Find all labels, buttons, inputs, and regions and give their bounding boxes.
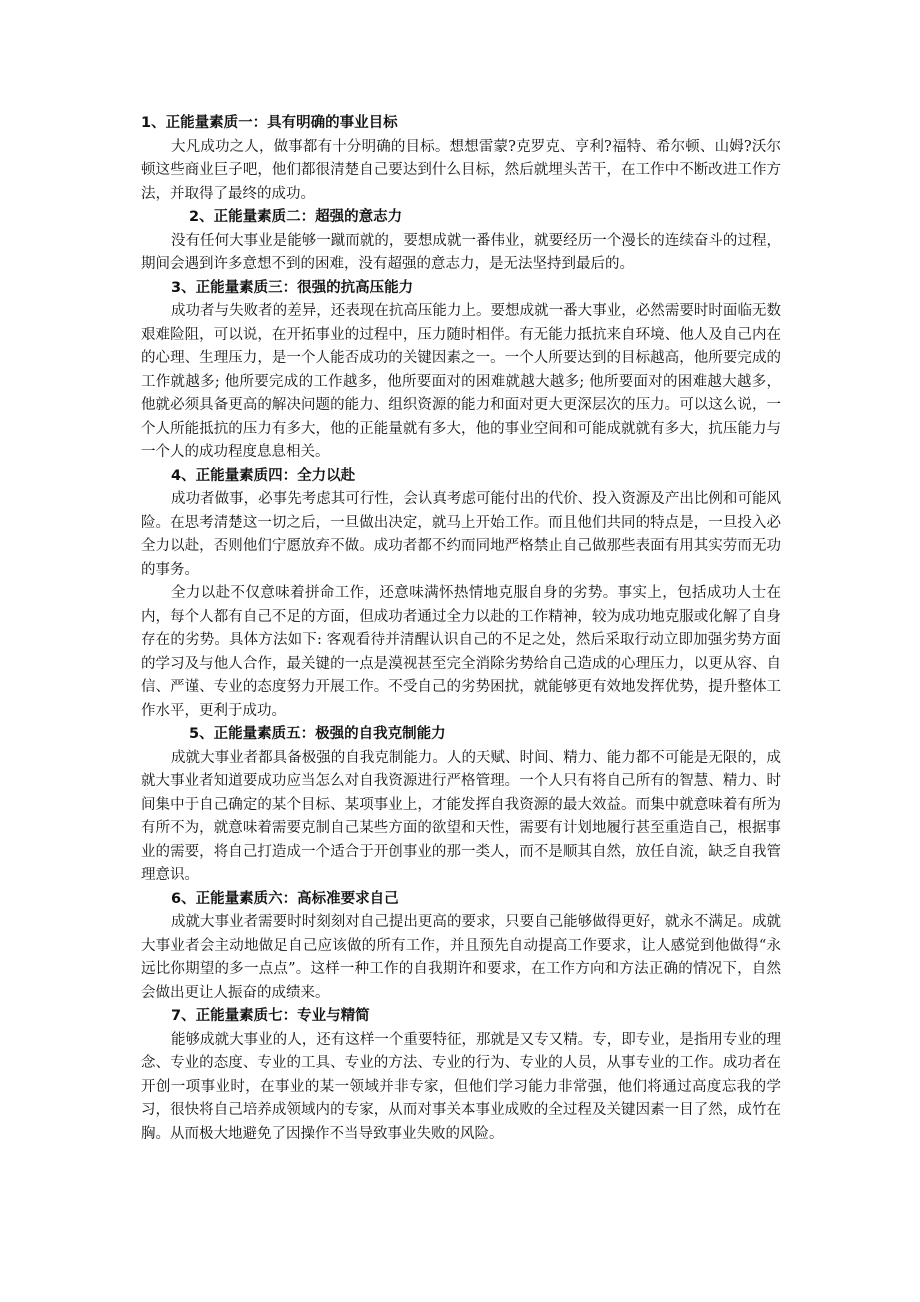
- section-heading-4: 4、正能量素质四：全力以赴: [171, 467, 356, 484]
- section-heading-6: 6、正能量素质六：高标准要求自己: [171, 890, 399, 907]
- section-6-paragraph: 成就大事业者需要时时刻刻对自己提出更高的要求，只要自己能够做得更好，就永不满足。成就大事业者会主动地做足自己应该做的所有工作，并且预先自动提高工作要求，让人感觉到他做得“永远比你期望的多一点点”。这样一种工作的自我期许和要求，在工作方向和方法正确的情况下，自然会做出更让人振奋的成绩来。: [141, 914, 781, 1001]
- section-2-paragraph: 没有任何大事业是能够一蹴而就的，要想成就一番伟业，就要经历一个漫长的连续奋斗的过程，期间会遇到许多意想不到的困难，没有超强的意志力，是无法坚持到最后的。: [141, 232, 781, 272]
- section-5-paragraph: 成就大事业者都具备极强的自我克制能力。人的天赋、时间、精力、能力都不可能是无限的，成就大事业者知道要成功应当怎么对自我资源进行严格管理。一个人只有将自己所有的智慧、精力、时间集中于自己确定的某个目标、某项事业上，才能发挥自我资源的最大效益。而集中就意味着有所为有所不为，就意味着需要克制自己某些方面的欲望和天性，需要有计划地履行甚至重造自己，根据事业的需要，将自己打造成一个适合于开创事业的那一类人，而不是顺其自然，放任自流，缺乏自我管理意识。: [141, 749, 781, 883]
- section-7-paragraph: 能够成就大事业的人，还有这样一个重要特征，那就是又专又精。专，即专业，是指用专业的理念、专业的态度、专业的工具、专业的方法、专业的行为、专业的人员，从事专业的工作。成功者在开创一项事业时，在事业的某一领域并非专家，但他们学习能力非常强，他们将通过高度忘我的学习，很快将自己培养成领域内的专家，从而对事关本事业成败的全过程及关键因素一目了然，成竹在胸。从而极大地避免了因操作不当导致事业失败的风险。: [141, 1031, 781, 1142]
- section-heading-5: 5、正能量素质五：极强的自我克制能力: [189, 726, 446, 742]
- section-heading-3: 3、正能量素质三：很强的抗高压能力: [171, 279, 414, 296]
- section-4-paragraph-1: 成功者做事，必事先考虑其可行性，会认真考虑可能付出的代价、投入资源及产出比例和可能风险。在思考清楚这一切之后，一旦做出决定，就马上开始工作。而且他们共同的特点是，一旦投入必全力以赴，否则他们宁愿放弃不做。成功者都不约而同地严格禁止自己做那些表面有用其实劳而无功的事务。: [141, 491, 781, 578]
- section-4-paragraph-2: 全力以赴不仅意味着拼命工作，还意味满怀热情地克服自身的劣势。事实上，包括成功人士在内，每个人都有自己不足的方面，但成功者通过全力以赴的工作精神，较为成功地克服或化解了自身存在的劣势。具体方法如下: 客观看待并清醒认识自己的不足之处，然后采取行动立即加强劣势方面的学习及与他人合作，最关键的一点是漠视甚至完全消除劣势给自己造成的心理压力，以更从容、自信、严谨、专业的态度努力开展工作。不受自己的劣势困扰，就能够更有效地发挥优势，提升整体工作水平，更利于成功。: [141, 585, 781, 719]
- section-heading-7: 7、正能量素质七：专业与精简: [171, 1008, 370, 1024]
- section-1-paragraph: 大凡成功之人，做事都有十分明确的目标。想想雷蒙?克罗克、亨利?福特、希尔顿、山姆?沃尔顿这些商业巨子吧，他们都很清楚自己要达到什么目标，然后就埋头苦干，在工作中不断改进工作方法，并取得了最终的成功。: [141, 138, 781, 202]
- document-page: [141, 112, 781, 1146]
- section-heading-2: 2、正能量素质二：超强的意志力: [189, 209, 403, 225]
- section-3-paragraph: 成功者与失败者的差异，还表现在抗高压能力上。要想成就一番大事业，必然需要时时面临无数艰难险阻，可以说，在开拓事业的过程中，压力随时相伴。有无能力抵抗来自环境、他人及自己内在的心理、生理压力，是一个人能否成功的关键因素之一。一个人所要达到的目标越高，他所要完成的工作就越多; 他所要完成的工作越多，他所要面对的困难就越大越多; 他所要面对的困难越大越多，他就必须具备更高的解决问题的能力、组织资源的能力和面对更大更深层次的压力。可以这么说，一个人所能抵抗的压力有多大，他的正能量就有多大，他的事业空间和可能成就就有多大，抗压能力与一个人的成功程度息息相关。: [141, 303, 781, 460]
- section-heading-1: 1、正能量素质一：具有明确的事业目标: [141, 115, 398, 131]
